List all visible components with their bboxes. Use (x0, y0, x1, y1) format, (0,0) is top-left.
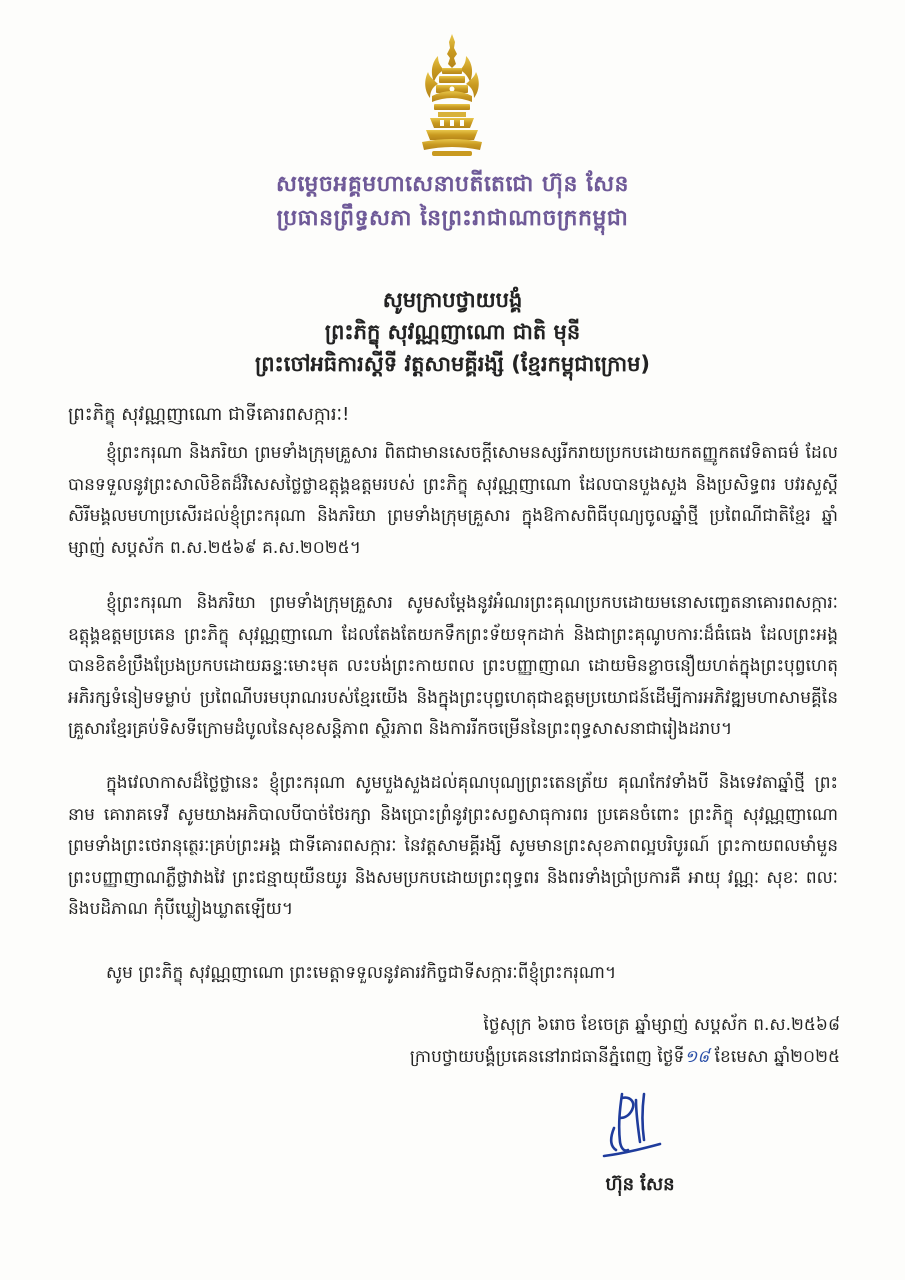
solar-date-suffix: ខែមេសា ឆ្នាំ២០២៥ (709, 1047, 840, 1067)
body-paragraph-4: សូម ព្រះភិក្ខុ សុវណ្ណញាណោ ព្រះមេត្តាទទួលនូវគារវកិច្ចជាទីសក្ការៈពីខ្ញុំព្រះករុណា។ (106, 963, 617, 983)
handwritten-signature-icon (596, 1088, 668, 1164)
lunar-date: ថ្ងៃសុក្រ ៦រោច ខែចេត្រ ឆ្នាំម្សាញ់ សប្តស័ក ព.ស.២៥៦៨ (483, 1015, 840, 1035)
addressee-greeting: សូមក្រាបថ្វាយបង្គំ (382, 288, 523, 312)
body-paragraph-2: ខ្ញុំព្រះករុណា និងភរិយា ព្រមទាំងក្រុមគ្រួសារ សូមសម្តែងនូវអំណរព្រះគុណប្រកបដោយមនោសញ្ចេតនាគោរពសក្ការៈឧត្តុង្គឧត្តមប្រគេន ព្រះភិក្ខុ សុវណ្ណញាណោ ដែលតែងតែយកទឹកព្រះទ័យទុកដាក់ និងជាព្រះគុណូបការៈដ៏ធំធេង ដែលព្រះអង្គបានខិតខំប្រឹងប្រែងប្រកបដោយឆន្ទៈមោះមុត លះបង់ព្រះកាយពល ព្រះបញ្ញាញាណ ដោយមិនខ្លាចនឿយហត់ក្នុងព្រះបុព្វហេតុអភិរក្សទំនៀមទម្លាប់ ប្រពៃណីបរមបុរាណរបស់ខ្មែរយើង និងក្នុងព្រះបុព្វហេតុជាឧត្តមប្រយោជន៍ដើម្បីការអភិវឌ្ឍមហាសាមគ្គីនៃគ្រួសារខ្មែរគ្រប់ទិសទីក្រោមដំបូលនៃសុខសន្តិភាព ស្ថិរភាព និងការរីកចម្រើននៃព្រះពុទ្ធសាសនាជារៀងដរាប។ (68, 593, 838, 739)
solar-date-day: ១៨ (684, 1047, 710, 1067)
addressee-position: ព្រះចៅអធិការស្តីទី វត្តសាមគ្គីរង្សី (ខ្មែរកម្ពុជាក្រោម) (254, 352, 651, 376)
body-paragraph-1: ខ្ញុំព្រះករុណា និងភរិយា ព្រមទាំងក្រុមគ្រួសារ ពិតជាមានសេចក្តីសោមនស្សរីករាយប្រកបដោយកតញ្ញូកតវេទិតាធម៌ ដែលបានទទួលនូវព្រះសាលិខិតដ៏វិសេសថ្លៃថ្លាឧត្តុង្គឧត្តមរបស់ ព្រះភិក្ខុ សុវណ្ណញាណោ ដែលបានបួងសួង និងប្រសិទ្ធពរ បវរសួស្តី សិរីមង្គលមហាប្រសើរដល់ខ្ញុំព្រះករុណា និងភរិយា ព្រមទាំងក្រុមគ្រួសារ ក្នុងឱកាសពិធីបុណ្យចូលឆ្នាំថ្មី ប្រពៃណីជាតិខ្មែរ ឆ្នាំម្សាញ់ សប្តស័ក ព.ស.២៥៦៩ គ.ស.២០២៥។ (68, 443, 838, 558)
solar-date (300, 1046, 840, 1071)
sender-position: ប្រធានព្រឹទ្ធសភា នៃព្រះរាជាណាចក្រកម្ពុជា (276, 206, 629, 231)
body-paragraph-3: ក្នុងវេលាកាសដ៏ថ្លៃថ្លានេះ ខ្ញុំព្រះករុណា សូមបួងសួងដល់គុណបុណ្យព្រះតេនត្រ័យ គុណកែវទាំងបី និងទេវតាឆ្នាំថ្មី ព្រះនាម គោរាគទេវី សូមយាងអភិបាលបីបាច់ថែរក្សា និងប្រោះព្រំនូវព្រះសព្វសាធុការពរ ប្រគេនចំពោះ ព្រះភិក្ខុ សុវណ្ណញាណោ ព្រមទាំងព្រះថេរានុត្ថេរៈគ្រប់ព្រះអង្គ ជាទីគោរពសក្ការៈ នៃវត្តសាមគ្គីរង្សី សូមមានព្រះសុខភាពល្អបរិបូរណ៍ ព្រះកាយពលមាំមួន ព្រះបញ្ញាញាណភ្លឺថ្លាវាងវៃ ព្រះជន្មាយុយឺនយូរ និងសមប្រកបដោយព្រះពុទ្ធពរ និងពរទាំងប្រាំប្រការគឺ អាយុ វណ្ណៈ សុខៈ ពលៈ និងបដិភាណ កុំបីឃ្លៀងឃ្លាតឡើយ។ (68, 773, 838, 919)
sender-title: សម្តេចអគ្គមហាសេនាបតីតេជោ ហ៊ុន សែន (276, 172, 629, 197)
royal-crest-emblem-icon (418, 32, 486, 158)
salutation: ព្រះភិក្ខុ សុវណ្ណញាណោ ជាទីគោរពសក្ការៈ! (68, 404, 350, 425)
addressee-name: ព្រះភិក្ខុ សុវណ្ណញាណោ ជាតិ មុនី (324, 320, 581, 344)
signer-name: ហ៊ុន សែន (605, 1174, 675, 1195)
solar-date-prefix: ក្រាបថ្វាយបង្គំប្រគេននៅរាជធានីភ្នំពេញ ថ្ងៃទី (409, 1047, 685, 1067)
